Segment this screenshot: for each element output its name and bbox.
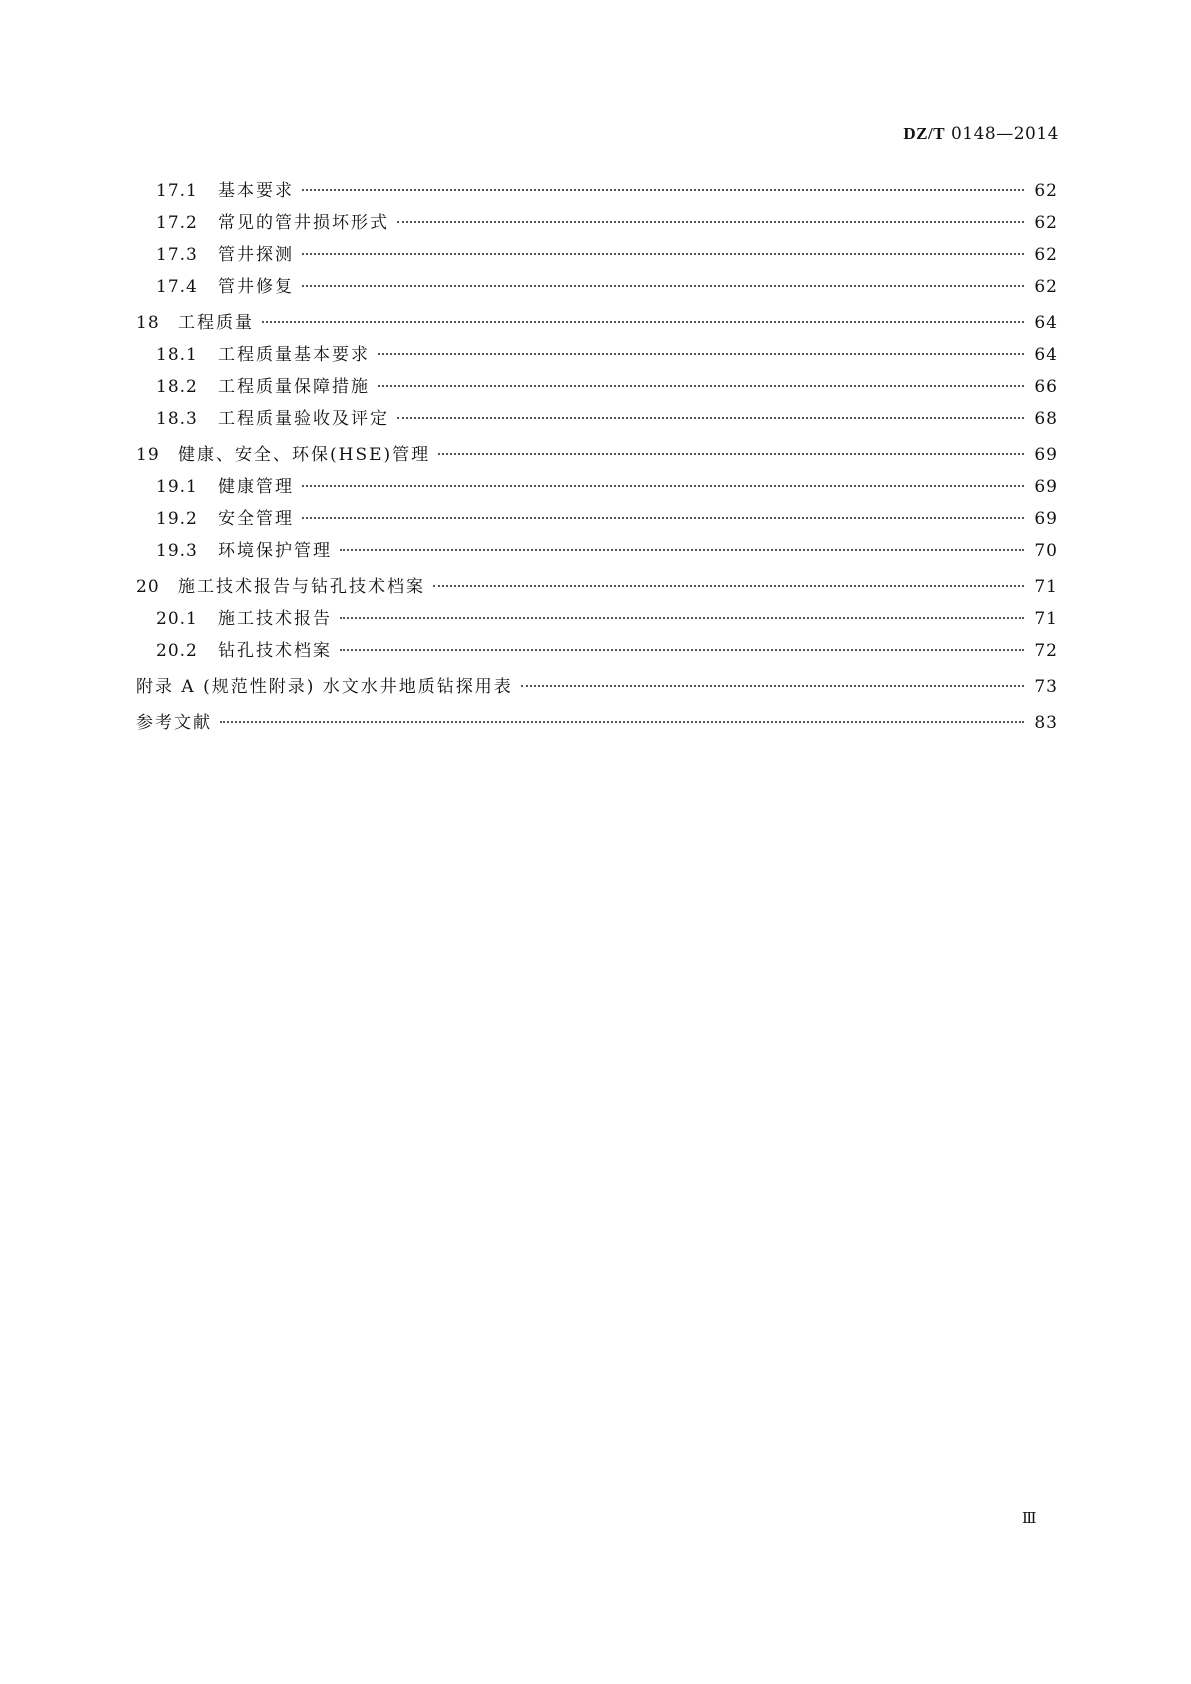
toc-entry-page: 66: [1034, 377, 1058, 397]
toc-entry-title: 参考文献: [136, 713, 212, 733]
toc-entry-title: 施工技术报告与钻孔技术档案: [178, 577, 425, 597]
toc-entry-page: 70: [1034, 541, 1058, 561]
toc-entry[interactable]: [136, 308, 1058, 340]
toc-entry-number: 17.3: [156, 245, 198, 265]
toc-leader-dots: [340, 649, 1024, 651]
toc-entry[interactable]: [136, 536, 1058, 568]
toc-entry-title: 施工技术报告: [218, 609, 332, 629]
toc-entry-number: 18.1: [156, 345, 198, 365]
toc-entry[interactable]: [136, 472, 1058, 504]
toc-leader-dots: [397, 417, 1024, 419]
toc-entry-page: 72: [1034, 641, 1058, 661]
toc-leader-dots: [302, 253, 1024, 255]
toc-entry[interactable]: [136, 636, 1058, 668]
toc-entry-title: 安全管理: [218, 509, 294, 529]
toc-entry-title: 工程质量验收及评定: [218, 409, 389, 429]
toc-entry[interactable]: [136, 176, 1058, 208]
toc-entry-title: 工程质量: [178, 313, 254, 333]
toc-entry-page: 73: [1034, 677, 1058, 697]
toc-entry-title: 管井修复: [218, 277, 294, 297]
toc-leader-dots: [302, 485, 1024, 487]
toc-entry-title: 附录 A (规范性附录) 水文水井地质钻探用表: [136, 677, 513, 697]
toc-entry[interactable]: [136, 604, 1058, 636]
toc-leader-dots: [302, 517, 1024, 519]
toc-entry[interactable]: [136, 672, 1058, 704]
toc-leader-dots: [397, 221, 1024, 223]
toc-entry[interactable]: [136, 404, 1058, 436]
toc-entry-page: 62: [1034, 277, 1058, 297]
toc-entry-number: 19.3: [156, 541, 198, 561]
toc-leader-dots: [438, 453, 1024, 455]
toc-entry[interactable]: [136, 708, 1058, 740]
toc-leader-dots: [340, 617, 1024, 619]
standard-code-prefix: DZ/T: [903, 124, 946, 143]
toc-leader-dots: [262, 321, 1024, 323]
toc-entry-title: 钻孔技术档案: [218, 641, 332, 661]
toc-entry[interactable]: [136, 572, 1058, 604]
toc-entry[interactable]: [136, 208, 1058, 240]
toc-entry-number: 18: [136, 313, 160, 333]
toc-leader-dots: [378, 353, 1024, 355]
standard-code: [903, 124, 1059, 144]
toc-entry-number: 18.2: [156, 377, 198, 397]
toc-leader-dots: [378, 385, 1024, 387]
toc-entry-number: 19.1: [156, 477, 198, 497]
toc-entry[interactable]: [136, 440, 1058, 472]
toc-entry-number: 20: [136, 577, 160, 597]
toc-entry-page: 62: [1034, 213, 1058, 233]
toc-entry[interactable]: [136, 240, 1058, 272]
toc-entry[interactable]: [136, 504, 1058, 536]
toc-entry-page: 69: [1034, 509, 1058, 529]
toc-entry-page: 83: [1034, 713, 1058, 733]
page-folio: Ⅲ: [1022, 1509, 1037, 1527]
toc-entry-title: 管井探测: [218, 245, 294, 265]
toc-entry-page: 62: [1034, 245, 1058, 265]
toc-entry-page: 69: [1034, 445, 1058, 465]
toc-entry-title: 健康管理: [218, 477, 294, 497]
toc-entry-title: 工程质量基本要求: [218, 345, 370, 365]
toc-entry[interactable]: [136, 272, 1058, 304]
toc-entry-number: 20.1: [156, 609, 198, 629]
toc-entry-number: 20.2: [156, 641, 198, 661]
toc-leader-dots: [302, 189, 1024, 191]
toc-entry-number: 19.2: [156, 509, 198, 529]
toc-entry-title: 常见的管井损坏形式: [218, 213, 389, 233]
toc-entry[interactable]: [136, 372, 1058, 404]
toc-entry-title: 健康、安全、环保(HSE)管理: [178, 445, 431, 465]
toc-leader-dots: [521, 685, 1025, 687]
toc-leader-dots: [220, 721, 1024, 723]
toc-leader-dots: [302, 285, 1024, 287]
toc-entry-number: 18.3: [156, 409, 198, 429]
toc-entry-page: 64: [1034, 345, 1058, 365]
toc-entry-title: 基本要求: [218, 181, 294, 201]
toc-leader-dots: [433, 585, 1024, 587]
toc-entry-page: 64: [1034, 313, 1058, 333]
toc-leader-dots: [340, 549, 1024, 551]
toc-entry-number: 19: [136, 445, 160, 465]
toc-entry-number: 17.2: [156, 213, 198, 233]
standard-code-number: 0148—2014: [950, 124, 1059, 144]
toc-entry-page: 69: [1034, 477, 1058, 497]
toc-entry-page: 71: [1034, 609, 1058, 629]
toc-entry[interactable]: [136, 340, 1058, 372]
toc-entry-title: 环境保护管理: [218, 541, 332, 561]
toc-entry-page: 62: [1034, 181, 1058, 201]
toc-entry-title: 工程质量保障措施: [218, 377, 370, 397]
table-of-contents: [136, 176, 1058, 740]
toc-entry-page: 71: [1034, 577, 1058, 597]
toc-entry-number: 17.1: [156, 181, 198, 201]
toc-entry-page: 68: [1034, 409, 1058, 429]
toc-entry-number: 17.4: [156, 277, 198, 297]
